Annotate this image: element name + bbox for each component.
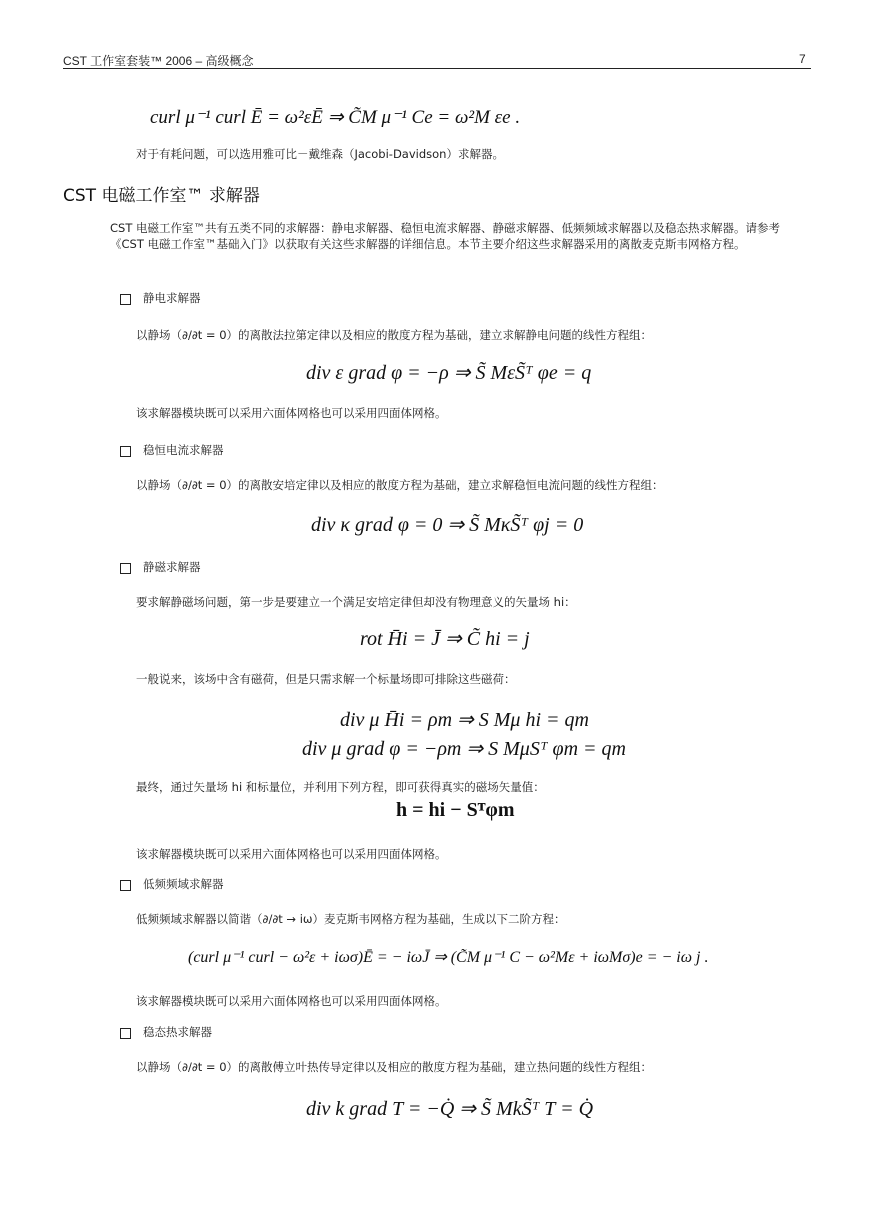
checkbox-icon [120,1028,131,1039]
solver-description2-magnetostatic: 一般说来，该场中含有磁荷，但是只需求解一个标量场即可排除这些磁荷： [136,672,516,686]
solver-equation-magnetostatic: rot H̄i = J̄ ⇒ C̃ hi = j [360,628,530,650]
checkbox-icon [120,294,131,305]
solver-equation-electrostatic: div ε grad φ = −ρ ⇒ S̃ MεS̃ᵀ φe = q [306,362,592,384]
section-title: CST 电磁工作室™ 求解器 [63,186,260,206]
solver-description-stationary-current: 以静场（∂/∂t = 0）的离散安培定律以及相应的散度方程为基础，建立求解稳恒电流问题的线性方程组： [136,478,664,492]
solver-equation3-magnetostatic: h = hi − Sᵀφm [396,799,515,821]
solver-description-thermal: 以静场（∂/∂t = 0）的离散傅立叶热传导定律以及相应的散度方程为基础，建立热问题的线性方程组： [136,1060,653,1074]
solver-note-low-frequency: 该求解器模块既可以采用六面体网格也可以采用四面体网格。 [136,994,447,1008]
solver-equation-stationary-current: div κ grad φ = 0 ⇒ S̃ MκS̃ᵀ φj = 0 [311,514,584,536]
solver-equation-low-frequency: (curl μ⁻¹ curl − ω²ε + iωσ)Ē = − iωJ̄ ⇒ (C̃M μ⁻¹ C − ω²Mε + iωMσ)e = − iω j . [188,949,709,966]
solver-equation2b-magnetostatic: div μ grad φ = −ρm ⇒ S MμSᵀ φm = qm [302,738,626,760]
solver-description-electrostatic: 以静场（∂/∂t = 0）的离散法拉第定律以及相应的散度方程为基础，建立求解静电问题的线性方程组： [136,328,653,342]
checkbox-icon [120,880,131,891]
solver-name-thermal: 稳态热求解器 [143,1025,212,1039]
solver-description3-magnetostatic: 最终，通过矢量场 hi 和标量位，并利用下列方程，即可获得真实的磁场矢量值： [136,780,545,794]
intro-note: 对于有耗问题，可以选用雅可比－戴维森（Jacobi-Davidson）求解器。 [136,147,504,161]
page-number: 7 [799,52,806,66]
solver-name-low-frequency: 低频频域求解器 [143,877,224,891]
solver-name-stationary-current: 稳恒电流求解器 [143,443,224,457]
solver-equation2a-magnetostatic: div μ H̄i = ρm ⇒ S Mμ hi = qm [340,709,589,731]
solver-name-magnetostatic: 静磁求解器 [143,560,201,574]
solver-name-electrostatic: 静电求解器 [143,291,201,305]
checkbox-icon [120,446,131,457]
checkbox-icon [120,563,131,574]
solver-description-low-frequency: 低频频域求解器以简谐（∂/∂t → iω）麦克斯韦网格方程为基础，生成以下二阶方程： [136,912,566,926]
running-title: CST 工作室套装™ 2006 – 高级概念 [63,54,254,68]
intro-equation: curl μ⁻¹ curl Ē = ω²εĒ ⇒ C̃M μ⁻¹ Ce = ω²M εe . [150,107,521,128]
solver-equation-thermal: div k grad T = −Q̇ ⇒ S̃ MkS̃ᵀ T = Q̇ [306,1098,594,1120]
solver-note-electrostatic: 该求解器模块既可以采用六面体网格也可以采用四面体网格。 [136,406,447,420]
header-rule [63,68,811,69]
section-paragraph: CST 电磁工作室™共有五类不同的求解器：静电求解器、稳恒电流求解器、静磁求解器、低频频域求解器以及稳态热求解器。请参考《CST 电磁工作室™基础入门》以获取有关这些求解器的详细信息。本节主要介绍这些求解器采用的离散麦克斯韦网格方程。 [110,221,781,251]
solver-note-magnetostatic: 该求解器模块既可以采用六面体网格也可以采用四面体网格。 [136,847,447,861]
solver-description-magnetostatic: 要求解静磁场问题，第一步是要建立一个满足安培定律但却没有物理意义的矢量场 hi： [136,595,576,609]
